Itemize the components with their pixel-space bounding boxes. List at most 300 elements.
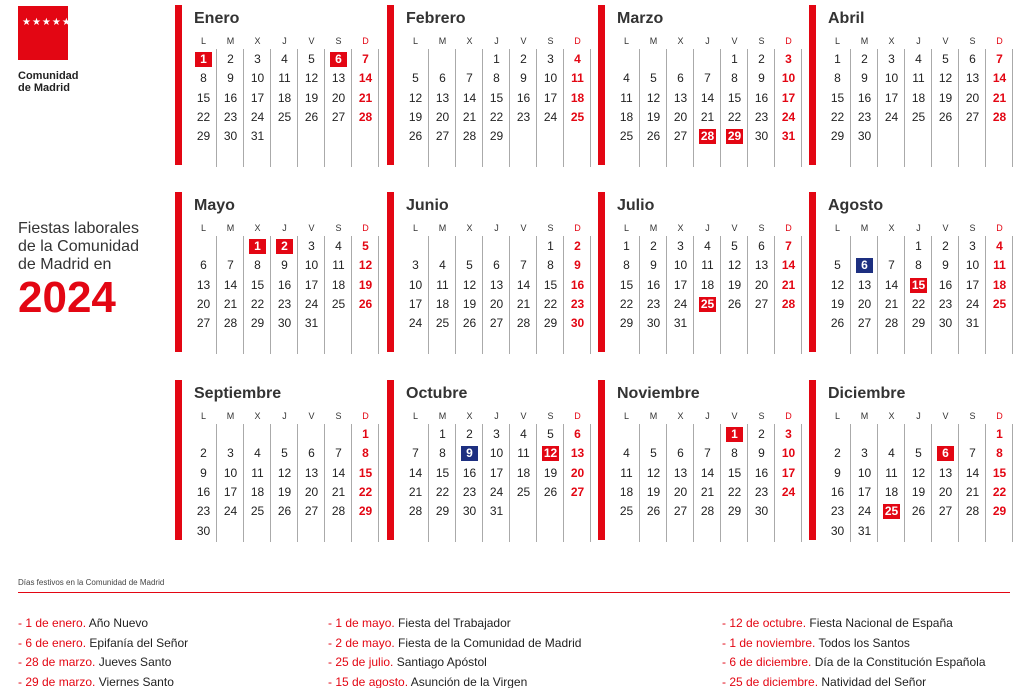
day-cell: 20 — [857, 296, 872, 311]
day-cell: 28 — [884, 316, 899, 331]
weekday-header: X — [677, 411, 684, 421]
day-cell: 19 — [646, 484, 661, 499]
day-cell: 29 — [727, 504, 742, 519]
day-cell: 1 — [996, 427, 1003, 441]
day-cell: 9 — [834, 465, 841, 480]
grid-divider — [801, 49, 802, 167]
grid-divider — [428, 236, 429, 354]
weekday-header: M — [438, 223, 447, 233]
day-cell: 2 — [834, 446, 841, 461]
day-cell: 19 — [462, 296, 477, 311]
day-cell: 14 — [462, 90, 477, 105]
day-cell: 31 — [673, 316, 688, 331]
day-cell: 23 — [830, 504, 845, 519]
day-cell: 15 — [992, 465, 1007, 480]
month-bar — [387, 380, 394, 540]
day-cell: 12 — [277, 465, 292, 480]
holiday-marker: 1 — [195, 52, 212, 67]
weekday-header: L — [623, 223, 629, 233]
day-cell: 23 — [570, 296, 585, 311]
day-cell: 12 — [304, 71, 319, 86]
day-cell: 3 — [785, 52, 792, 66]
comunidad-madrid-logo — [18, 6, 98, 94]
day-cell: 14 — [408, 465, 423, 480]
weekday-header: M — [860, 411, 869, 421]
day-cell: 28 — [965, 504, 980, 519]
month-name: Julio — [617, 197, 655, 214]
day-cell: 25 — [992, 296, 1007, 311]
weekday-header: S — [547, 36, 554, 46]
day-cell: 19 — [646, 109, 661, 124]
day-cell: 15 — [435, 465, 450, 480]
day-cell: 6 — [439, 71, 446, 86]
day-cell: 25 — [911, 109, 926, 124]
day-cell: 23 — [196, 504, 211, 519]
grid-divider — [850, 424, 851, 542]
grid-divider — [850, 236, 851, 354]
day-cell: 1 — [731, 52, 738, 66]
day-cell: 2 — [861, 52, 868, 66]
weekday-header: M — [226, 411, 235, 421]
day-cell: 9 — [281, 258, 288, 273]
day-cell: 29 — [358, 504, 373, 519]
grid-divider — [1012, 49, 1013, 167]
weekday-header: J — [282, 36, 287, 46]
day-cell: 9 — [520, 71, 527, 86]
day-cell: 4 — [623, 71, 630, 86]
legend-date: - 25 de diciembre. — [722, 674, 822, 688]
day-cell: 3 — [969, 239, 976, 253]
day-cell: 15 — [489, 90, 504, 105]
day-cell: 23 — [857, 109, 872, 124]
day-cell: 13 — [196, 277, 211, 292]
day-cell: 24 — [250, 109, 265, 124]
day-cell: 20 — [754, 277, 769, 292]
weekday-header: V — [520, 411, 527, 421]
legend-divider — [18, 592, 1010, 593]
day-cell: 8 — [731, 71, 738, 86]
day-cell: 26 — [462, 316, 477, 331]
grid-divider — [243, 49, 244, 167]
day-cell: 14 — [223, 277, 238, 292]
day-cell: 22 — [489, 109, 504, 124]
day-cell: 28 — [700, 504, 715, 519]
day-cell: 18 — [250, 484, 265, 499]
legend-item — [18, 673, 188, 688]
grid-divider — [985, 236, 986, 354]
legend-item — [328, 653, 581, 673]
weekday-header: D — [996, 36, 1003, 46]
day-cell: 7 — [704, 71, 711, 86]
month-name: Febrero — [406, 10, 466, 27]
day-cell: 17 — [223, 484, 238, 499]
legend-holiday-name: Fiesta Nacional de España — [809, 616, 953, 630]
weekday-header: D — [785, 411, 792, 421]
month-enero — [175, 5, 375, 175]
day-cell: 18 — [884, 484, 899, 499]
day-cell: 28 — [781, 296, 796, 311]
day-cell: 22 — [250, 296, 265, 311]
weekday-header: X — [254, 36, 261, 46]
legend-date: - 6 de diciembre. — [722, 655, 815, 669]
day-cell: 13 — [435, 90, 450, 105]
day-cell: 8 — [254, 258, 261, 273]
legend-date: - 1 de mayo. — [328, 616, 399, 630]
grid-divider — [720, 424, 721, 542]
grid-divider — [1012, 236, 1013, 354]
weekday-header: S — [335, 223, 342, 233]
legend-holiday-name: Asunción de la Virgen — [410, 674, 528, 688]
grid-divider — [985, 49, 986, 167]
day-cell: 10 — [673, 258, 688, 273]
day-cell: 30 — [277, 316, 292, 331]
day-cell: 5 — [308, 52, 315, 66]
legend-item — [328, 634, 581, 654]
weekday-header: X — [888, 223, 895, 233]
day-cell: 8 — [915, 258, 922, 273]
day-cell: 22 — [358, 484, 373, 499]
day-cell: 16 — [196, 484, 211, 499]
grid-divider — [747, 236, 748, 354]
day-cell: 1 — [493, 52, 500, 66]
logo-flag — [18, 6, 92, 60]
grid-divider — [801, 236, 802, 354]
day-cell: 3 — [547, 52, 554, 66]
day-cell — [694, 127, 721, 146]
grid-divider — [563, 424, 564, 542]
grid-divider — [243, 424, 244, 542]
day-cell: 20 — [938, 484, 953, 499]
day-cell: 2 — [200, 446, 207, 461]
day-cell: 20 — [965, 90, 980, 105]
day-cell: 30 — [223, 129, 238, 144]
weekday-header: X — [466, 411, 473, 421]
legend-date: - 1 de enero. — [18, 616, 89, 630]
day-cell: 9 — [758, 446, 765, 461]
grid-divider — [904, 236, 905, 354]
day-cell: 11 — [571, 71, 584, 86]
day-cell: 16 — [938, 277, 953, 292]
month-name: Diciembre — [828, 385, 906, 402]
day-cell: 5 — [650, 71, 657, 86]
day-cell: 11 — [332, 258, 345, 273]
day-cell: 4 — [888, 446, 895, 461]
day-cell: 24 — [489, 484, 504, 499]
holiday-marker: 12 — [543, 446, 558, 461]
day-cell: 13 — [965, 71, 980, 86]
weekday-header: S — [335, 36, 342, 46]
weekday-header: M — [649, 36, 658, 46]
weekday-header: J — [916, 223, 921, 233]
day-cell: 8 — [623, 258, 630, 273]
grid-divider — [536, 49, 537, 167]
day-cell: 5 — [412, 71, 419, 86]
day-cell: 27 — [857, 316, 872, 331]
day-cell: 29 — [196, 129, 211, 144]
day-cell: 18 — [619, 484, 634, 499]
day-cell: 18 — [516, 465, 531, 480]
day-cell: 26 — [911, 504, 926, 519]
day-cell: 22 — [911, 296, 926, 311]
weekday-header: M — [438, 36, 447, 46]
day-cell: 15 — [727, 465, 742, 480]
holiday-marker: 2 — [276, 239, 293, 254]
day-cell: 2 — [574, 239, 581, 253]
weekday-header: D — [574, 411, 581, 421]
day-cell: 31 — [250, 129, 265, 144]
day-cell: 21 — [700, 484, 715, 499]
day-cell: 1 — [834, 52, 841, 66]
weekday-header: D — [574, 223, 581, 233]
weekday-header: L — [623, 411, 629, 421]
day-cell: 26 — [304, 109, 319, 124]
month-julio — [598, 192, 798, 362]
weekday-header: D — [996, 223, 1003, 233]
grid-divider — [455, 236, 456, 354]
day-cell: 15 — [196, 90, 211, 105]
day-cell: 20 — [489, 296, 504, 311]
weekday-header: V — [308, 36, 315, 46]
grid-divider — [536, 236, 537, 354]
month-name: Abril — [828, 10, 865, 27]
grid-divider — [378, 424, 379, 542]
day-cell: 16 — [570, 277, 585, 292]
weekday-header: S — [969, 411, 976, 421]
grid-divider — [455, 424, 456, 542]
day-cell: 25 — [435, 316, 450, 331]
day-cell: 11 — [251, 465, 264, 480]
day-cell: 15 — [727, 90, 742, 105]
day-cell: 15 — [830, 90, 845, 105]
day-cell: 10 — [223, 465, 238, 480]
grid-divider — [297, 424, 298, 542]
day-cell: 17 — [304, 277, 319, 292]
grid-divider — [747, 424, 748, 542]
day-cell: 16 — [516, 90, 531, 105]
day-cell: 22 — [727, 109, 742, 124]
day-cell: 26 — [408, 129, 423, 144]
day-cell: 21 — [884, 296, 899, 311]
day-cell: 31 — [489, 504, 504, 519]
grid-divider — [850, 49, 851, 167]
day-cell: 21 — [223, 296, 238, 311]
intro-title: Fiestas laborales de la Comunidad de Madrid en — [18, 220, 139, 273]
grid-divider — [877, 236, 878, 354]
day-cell: 27 — [673, 504, 688, 519]
day-cell: 7 — [996, 52, 1003, 66]
day-cell: 3 — [785, 427, 792, 441]
day-cell: 27 — [965, 109, 980, 124]
day-cell: 4 — [915, 52, 922, 66]
month-febrero — [387, 5, 587, 175]
weekday-header: X — [888, 36, 895, 46]
day-cell: 23 — [754, 109, 769, 124]
day-cell: 2 — [520, 52, 527, 66]
day-cell: 3 — [412, 258, 419, 273]
day-cell: 31 — [965, 316, 980, 331]
day-cell: 20 — [435, 109, 450, 124]
weekday-header: V — [520, 223, 527, 233]
day-cell: 10 — [884, 71, 899, 86]
day-cell: 23 — [938, 296, 953, 311]
day-cell: 7 — [412, 446, 419, 461]
day-cell: 17 — [857, 484, 872, 499]
legend-date: - 29 de marzo. — [18, 674, 99, 688]
day-cell: 22 — [196, 109, 211, 124]
weekday-header: S — [758, 223, 765, 233]
day-cell: 7 — [335, 446, 342, 461]
day-cell: 21 — [516, 296, 531, 311]
day-cell: 11 — [620, 465, 633, 480]
day-cell: 29 — [489, 129, 504, 144]
day-cell: 17 — [408, 296, 423, 311]
weekday-header: S — [547, 223, 554, 233]
day-cell — [721, 127, 748, 146]
day-cell: 16 — [754, 90, 769, 105]
day-cell: 25 — [570, 109, 585, 124]
day-cell: 8 — [200, 71, 207, 86]
day-cell: 9 — [650, 258, 657, 273]
legend-holiday-name: Fiesta de la Comunidad de Madrid — [398, 635, 582, 650]
day-cell: 4 — [996, 239, 1003, 253]
weekday-header: M — [860, 36, 869, 46]
grid-divider — [351, 236, 352, 354]
day-cell: 30 — [938, 316, 953, 331]
day-cell: 9 — [227, 71, 234, 86]
day-cell: 14 — [884, 277, 899, 292]
day-cell: 17 — [884, 90, 899, 105]
grid-divider — [563, 236, 564, 354]
day-cell: 20 — [304, 484, 319, 499]
weekday-header: X — [466, 223, 473, 233]
month-name: Septiembre — [194, 385, 282, 402]
grid-divider — [1012, 424, 1013, 542]
weekday-header: J — [705, 36, 710, 46]
month-name: Agosto — [828, 197, 884, 214]
day-cell: 10 — [781, 446, 796, 461]
day-cell: 20 — [570, 465, 585, 480]
day-cell: 11 — [436, 277, 449, 292]
day-cell: 5 — [362, 239, 369, 253]
day-cell: 29 — [619, 316, 634, 331]
day-cell: 6 — [200, 258, 207, 273]
day-cell: 6 — [574, 427, 581, 441]
grid-divider — [693, 236, 694, 354]
day-cell: 24 — [884, 109, 899, 124]
day-cell: 24 — [223, 504, 238, 519]
day-cell: 29 — [830, 129, 845, 144]
day-cell: 4 — [439, 258, 446, 273]
day-cell: 19 — [938, 90, 953, 105]
weekday-header: X — [677, 36, 684, 46]
day-cell: 19 — [911, 484, 926, 499]
grid-divider — [904, 49, 905, 167]
legend-holiday-name: Epifanía del Señor — [89, 635, 189, 650]
day-cell: 5 — [650, 446, 657, 461]
day-cell: 26 — [938, 109, 953, 124]
day-cell: 15 — [250, 277, 265, 292]
grid-divider — [270, 236, 271, 354]
day-cell: 26 — [646, 504, 661, 519]
month-septiembre — [175, 380, 375, 550]
grid-divider — [243, 236, 244, 354]
day-cell: 26 — [646, 129, 661, 144]
weekday-header: V — [942, 411, 949, 421]
legend-title: Días festivos en la Comunidad de Madrid — [18, 578, 165, 587]
day-cell: 3 — [888, 52, 895, 66]
day-cell: 5 — [466, 258, 473, 273]
day-cell: 17 — [543, 90, 558, 105]
day-cell: 16 — [646, 277, 661, 292]
day-cell: 12 — [646, 90, 661, 105]
day-cell: 13 — [489, 277, 504, 292]
grid-divider — [536, 424, 537, 542]
day-cell: 2 — [758, 52, 765, 66]
day-cell: 8 — [731, 446, 738, 461]
weekday-header: S — [969, 36, 976, 46]
holiday-marker: 6 — [856, 258, 873, 273]
weekday-header: V — [942, 223, 949, 233]
weekday-header: L — [834, 411, 840, 421]
month-name: Junio — [406, 197, 449, 214]
day-cell: 10 — [857, 465, 872, 480]
day-cell: 4 — [574, 52, 581, 66]
month-bar — [598, 5, 605, 165]
grid-divider — [774, 424, 775, 542]
grid-divider — [774, 49, 775, 167]
day-cell: 29 — [911, 316, 926, 331]
day-cell: 19 — [277, 484, 292, 499]
legend-column — [18, 614, 188, 688]
day-cell: 30 — [646, 316, 661, 331]
day-cell: 18 — [992, 277, 1007, 292]
weekday-header: D — [362, 36, 369, 46]
day-cell: 28 — [408, 504, 423, 519]
weekday-header: L — [412, 36, 418, 46]
day-cell: 1 — [547, 239, 554, 253]
weekday-header: M — [226, 223, 235, 233]
day-cell: 25 — [277, 109, 292, 124]
day-cell — [244, 237, 271, 256]
day-cell: 16 — [223, 90, 238, 105]
legend-item — [722, 634, 986, 654]
legend-column — [328, 614, 581, 688]
day-cell: 30 — [570, 316, 585, 331]
weekday-header: J — [705, 411, 710, 421]
logo-stars-icon: ★★★★★★★ — [22, 17, 92, 28]
day-cell: 23 — [462, 484, 477, 499]
day-cell: 26 — [358, 296, 373, 311]
logo-line2: de Madrid — [18, 82, 70, 94]
legend-item — [18, 653, 188, 673]
weekday-header: D — [996, 411, 1003, 421]
day-cell: 24 — [857, 504, 872, 519]
day-cell: 17 — [250, 90, 265, 105]
weekday-header: V — [520, 36, 527, 46]
grid-divider — [482, 236, 483, 354]
month-bar — [387, 5, 394, 165]
month-bar — [175, 380, 182, 540]
day-cell: 4 — [281, 52, 288, 66]
day-cell: 14 — [358, 71, 373, 86]
grid-divider — [590, 49, 591, 167]
day-cell: 1 — [439, 427, 446, 441]
grid-divider — [801, 424, 802, 542]
day-cell: 4 — [254, 446, 261, 461]
day-cell — [721, 425, 748, 444]
weekday-header: J — [705, 223, 710, 233]
grid-divider — [985, 424, 986, 542]
